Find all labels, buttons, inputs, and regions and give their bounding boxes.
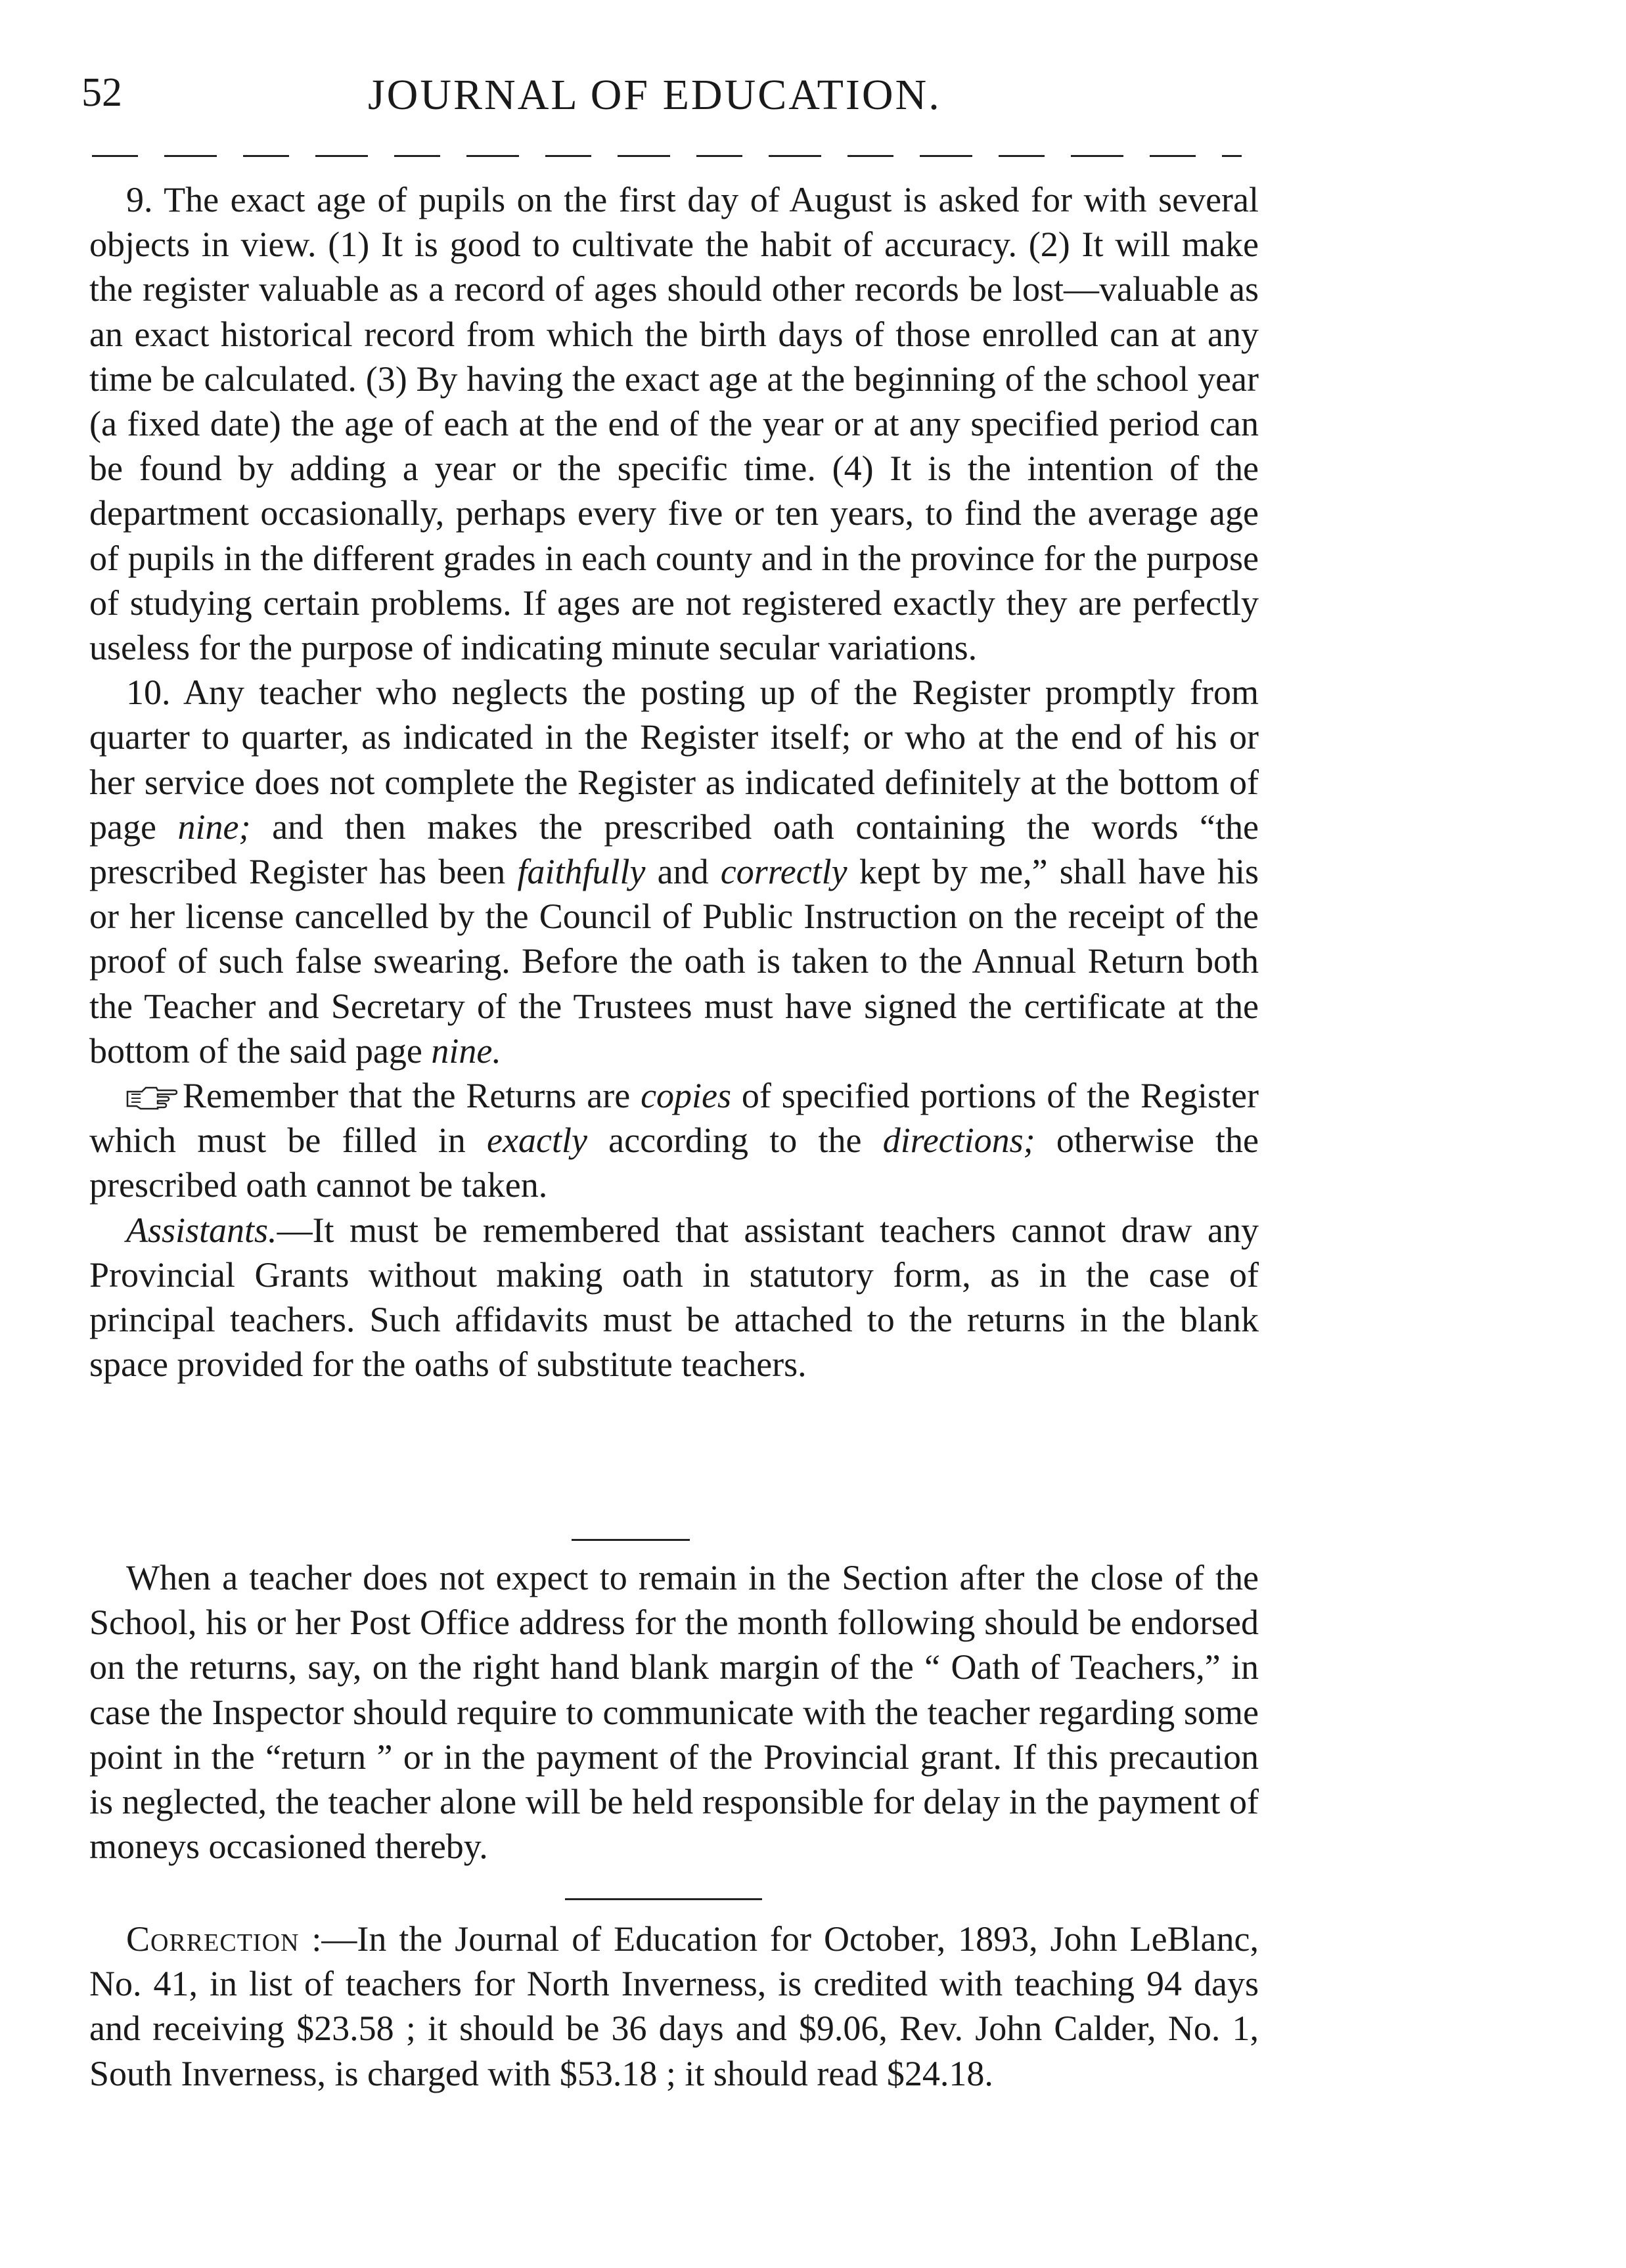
directions-word: directions; bbox=[882, 1121, 1035, 1161]
remember-note bbox=[89, 1073, 1259, 1208]
section-divider bbox=[572, 1539, 690, 1541]
paragraph-10-part-d: kept by me,” shall have his or her license cancelled by the Council of Public Instruction on the receipt of the proof of such false swearing. Before the oath is taken to the Annual Return both the Teacher and Secretary of the Trustees must have signed the certificate at the bottom of the said page bbox=[89, 852, 1259, 1071]
correction-divider bbox=[565, 1898, 762, 1900]
remember-part-b: of specified portions of the Register which must be filled in bbox=[89, 1076, 1259, 1161]
running-head-title: JOURNAL OF EDUCATION. bbox=[368, 71, 941, 119]
section-correction bbox=[89, 1917, 1259, 2096]
remember-part-c: according to the bbox=[587, 1121, 883, 1161]
correction-label: Correction bbox=[126, 1919, 300, 1959]
correction-paragraph bbox=[89, 1917, 1259, 2096]
assistants-paragraph bbox=[89, 1208, 1259, 1387]
section-register-rules bbox=[89, 177, 1259, 1387]
correction-text: :—In the Journal of Education for October, 1893, John LeBlanc, No. 41, in list of teachers for North Inverness, is credited with teaching 94 days and receiving $23.58 ; it should be 36 days and $9.06, Rev. John Calder, No. 1, South Inverness, is charged with $53.18 ; it should read $24.18. bbox=[89, 1919, 1259, 2093]
header-rule bbox=[92, 155, 1242, 157]
copies-word: copies bbox=[641, 1076, 732, 1116]
faithfully-word: faithfully bbox=[517, 852, 646, 892]
paragraph-9: 9. The exact age of pupils on the first day of August is asked for with several objects in view. (1) It is good to cultivate the habit of accuracy. (2) It will make the register valuable as a record of ages should other records be lost—valuable as an exact historical record from which the birth days of those enrolled can at any time be calculated. (3) By having the exact age at the beginning of the school year (a fixed date) the age of each at the end of the year or at any specified period can be found by adding a year or the specific time. (4) It is the intention of the department occasionally, perhaps every five or ten years, to find the average age of pupils in the different grades in each county and in the province for the purpose of studying certain problems. If ages are not registered exactly they are perfectly useless for the purpose of indicating minute secular variations. bbox=[89, 180, 1259, 668]
page-number: 52 bbox=[81, 70, 122, 115]
paragraph-10 bbox=[89, 670, 1259, 1073]
section-post-office-address bbox=[89, 1555, 1259, 1869]
paragraph-10-part-c: and bbox=[645, 852, 721, 892]
remember-part-d: otherwise the prescribed oath cannot be taken. bbox=[89, 1121, 1259, 1205]
assistants-text: —It must be remembered that assistant teachers cannot draw any Provincial Grants without making oath in statutory form, as in the case of principal teachers. Such affidavits must be attached to the returns in the blank space provided for the oaths of substitute teachers. bbox=[89, 1210, 1259, 1385]
pointing-hand-icon bbox=[126, 1084, 177, 1110]
when-teacher-paragraph: When a teacher does not expect to remain in the Section after the close of the School, his or her Post Office address for the month following should be endorsed on the returns, say, on the right hand blank margin of the “ Oath of Teachers,” in case the Inspector should require to communicate with the teacher regarding some point in the “return ” or in the payment of the Provincial grant. If this precaution is neglected, the teacher alone will be held responsible for delay in the payment of moneys occasioned thereby. bbox=[89, 1558, 1259, 1867]
correctly-word: correctly bbox=[720, 852, 847, 892]
page-nine-ref-2: nine. bbox=[431, 1031, 501, 1071]
page-nine-ref-1: nine; bbox=[177, 807, 251, 847]
exactly-word: exactly bbox=[487, 1121, 587, 1161]
assistants-label: Assistants. bbox=[126, 1210, 277, 1250]
paragraph-10-part-a: 10. Any teacher who neglects the posting up of the Register promptly from quarter to quarter, as indicated in the Register itself; or who at the end of his or her service does not complete the Register as indicated definitely at the bottom of page bbox=[89, 673, 1259, 847]
paragraph-10-part-b: and then makes the prescribed oath containing the words “the prescribed Register has been bbox=[89, 807, 1259, 892]
remember-part-a: Remember that the Returns are bbox=[183, 1076, 641, 1116]
